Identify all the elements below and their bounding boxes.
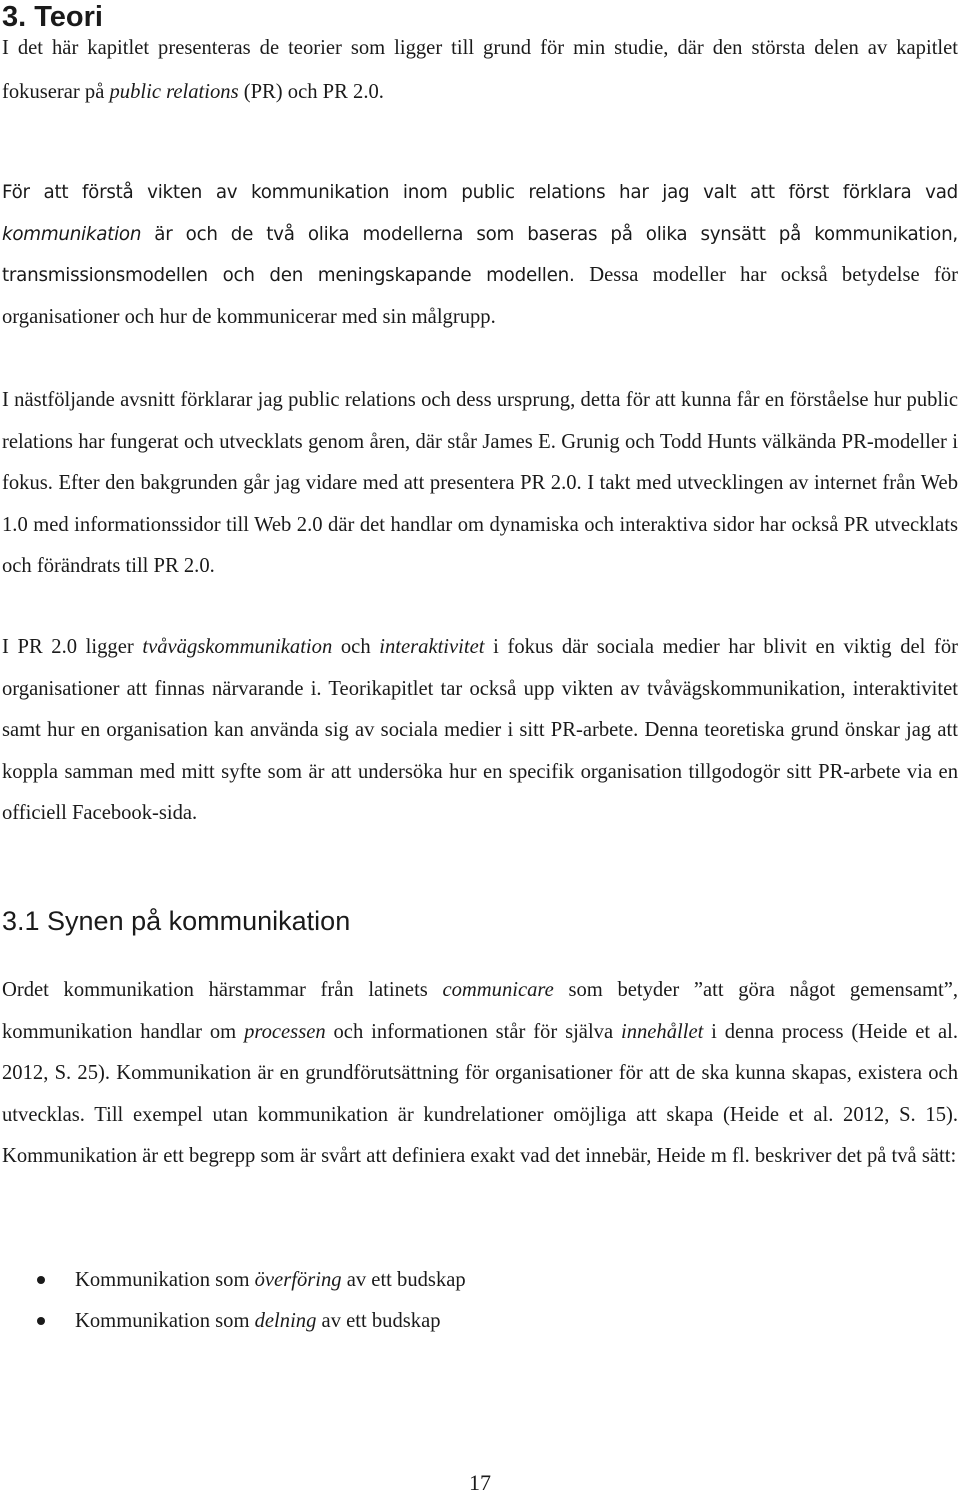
p5-emphasis-processen: processen	[244, 1020, 326, 1043]
bullet-text-post: av ett budskap	[316, 1310, 441, 1332]
bullet-icon	[37, 1317, 45, 1325]
p5-text-4: i denna process (Heide et al. 2012, S. 25). Kommunikation är en grundförutsättning för organisationer för att de ska kunna skapas, existera och utvecklas. Till exempel utan kommunikation är kundrelationer omöjliga att skapa (Heide et al. 2012, S. 15). Kommunikation är ett begrepp som är svårt att definiera exakt vad det innebär, Heide m fl. beskriver det på två sätt:	[2, 1020, 959, 1167]
bullet-text-pre: Kommunikation som	[75, 1269, 255, 1291]
bullet-icon	[37, 1276, 45, 1284]
list-item	[0, 1301, 940, 1342]
chapter-heading: 3. Teori	[2, 1, 103, 33]
p5-text-3: och informationen står för själva	[325, 1020, 621, 1043]
p4-text-3: i fokus där sociala medier har blivit en viktig del för organisationer att finnas närvarande i. Teorikapitlet tar också upp vikten av tvåvägskommunikation, interaktivitet samt hur en organisation kan använda sig av sociala medier i sitt PR-arbete. Denna teoretiska grund önskar jag att koppla samman med mitt syfte som är att undersöka hur en specifik organisation tillgodogör sitt PR-arbete via en officiell Facebook-sida.	[2, 636, 958, 824]
bullet-text-post: av ett budskap	[341, 1269, 466, 1291]
p2-serif-text: Dessa modeller har också betydelse för organisationer och hur de kommunicerar med sin målgrupp.	[2, 264, 958, 328]
page-number: 17	[469, 1470, 491, 1495]
p2-sans-text-2: är och de två olika modellerna som baseras på olika synsätt på kommunikation, transmissionsmodellen och den meningskapande modellen.	[2, 223, 958, 286]
p5-text-1: Ordet kommunikation härstammar från latinets	[2, 979, 443, 1001]
bullet-emphasis: överföring	[254, 1269, 342, 1291]
intro-text-2: (PR) och PR 2.0.	[238, 81, 384, 103]
p5-text-2: som betyder ”att göra något gemensamt”, kommunikation handlar om	[2, 979, 958, 1043]
list-item	[0, 1260, 940, 1301]
bullet-text-pre: Kommunikation som	[75, 1310, 255, 1332]
p4-text-1: I PR 2.0 ligger	[2, 636, 143, 658]
intro-paragraph	[2, 26, 958, 114]
bullet-list	[0, 1260, 940, 1342]
p4-text-2: och	[332, 636, 380, 658]
intro-text-1: I det här kapitlet presenteras de teorier som ligger till grund för min studie, där den största delen av kapitlet fokuserar på	[2, 37, 958, 103]
pr2-focus-paragraph	[2, 627, 958, 835]
communication-models-paragraph	[2, 172, 958, 338]
communication-definition-paragraph	[2, 970, 958, 1178]
chapter-overview-paragraph: I nästföljande avsnitt förklarar jag public relations och dess ursprung, detta för att kunna får en förståelse hur public relations har fungerat och utvecklats genom åren, där står James E. Grunig och Todd Hunts välkända PR-modeller i fokus. Efter den bakgrunden går jag vidare med att presentera PR 2.0. I takt med utvecklingen av internet från Web 1.0 med informationssidor till Web 2.0 där det handlar om dynamiska och interaktiva sidor har också PR utvecklats och förändrats till PR 2.0.	[2, 389, 958, 577]
p5-emphasis-communicare: communicare	[442, 979, 554, 1001]
p4-emphasis-tvavagskommunikation: tvåvägskommunikation	[142, 636, 333, 658]
p2-sans-text-1: För att förstå vikten av kommunikation inom public relations har jag valt att först förklara vad	[2, 182, 958, 203]
p5-emphasis-innehallet: innehållet	[620, 1020, 704, 1043]
bullet-emphasis: delning	[254, 1310, 317, 1332]
p2-emphasis-kommunikation: kommunikation	[2, 223, 142, 245]
p4-emphasis-interaktivitet: interaktivitet	[379, 636, 485, 658]
section-heading: 3.1 Synen på kommunikation	[2, 906, 351, 936]
intro-emphasis-public-relations: public relations	[109, 81, 239, 103]
